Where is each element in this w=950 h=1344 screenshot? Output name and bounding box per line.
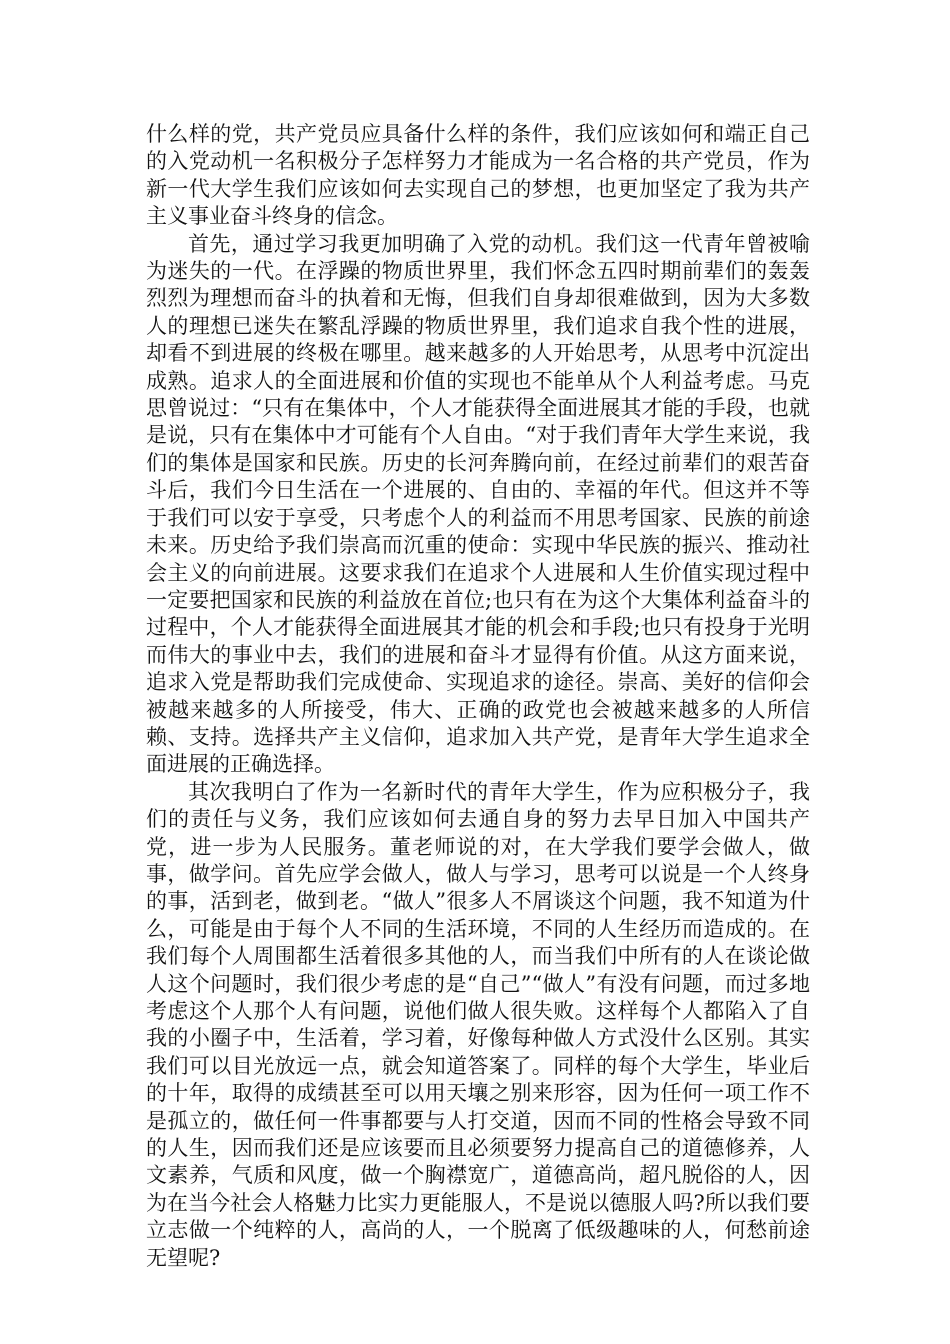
paragraph-1: 什么样的党，共产党员应具备什么样的条件，我们应该如何和端正自己的入党动机一名积极分子怎样努力才能成为一名合格的共产党员，作为新一代大学生我们应该如何去实现自己的梦想，也更加坚定了我为共产主义事业奋斗终身的信念。: [146, 122, 810, 229]
paragraph-3: 其次我明白了作为一名新时代的青年大学生，作为应积极分子，我们的责任与义务，我们应该如何去通自身的努力去早日加入中国共产党，进一步为人民服务。董老师说的对，在大学我们要学会做人，做事，做学问。首先应学会做人，做人与学习，思考可以说是一个人终身的事，活到老，做到老。“做人”很多人不屑谈这个问题，我不知道为什么，可能是由于每个人不同的生活环境，不同的人生经历而造成的。在我们每个人周围都生活着很多其他的人，而当我们中所有的人在谈论做人这个问题时，我们很少考虑的是“自己”“做人”有没有问题，而过多地考虑这个人那个人有问题，说他们做人很失败。这样每个人都陷入了自我的小圈子中，生活着，学习着，好像每种做人方式没什么区别。其实我们可以目光放远一点，就会知道答案了。同样的每个大学生，毕业后的十年，取得的成绩甚至可以用天壤之别来形容，因为任何一项工作不是孤立的，做任何一件事都要与人打交道，因而不同的性格会导致不同的人生，因而我们还是应该要而且必须要努力提高自己的道德修养，人文素养，气质和风度，做一个胸襟宽广，道德高尚，超凡脱俗的人，因为在当今社会人格魅力比实力更能服人，不是说以德服人吗?所以我们要立志做一个纯粹的人，高尚的人，一个脱离了低级趣味的人，何愁前途无望呢?: [146, 779, 810, 1270]
document-body: [146, 121, 810, 1272]
paragraph-2: 首先，通过学习我更加明确了入党的动机。我们这一代青年曾被喻为迷失的一代。在浮躁的物质世界里，我们怀念五四时期前辈们的轰轰烈烈为理想而奋斗的执着和无悔，但我们自身却很难做到，因为大多数人的理想已迷失在繁乱浮躁的物质世界里，我们追求自我个性的进展，却看不到进展的终极在哪里。越来越多的人开始思考，从思考中沉淀出成熟。追求人的全面进展和价值的实现也不能单从个人利益考虑。马克思曾说过：“只有在集体中，个人才能获得全面进展其才能的手段，也就是说，只有在集体中才可能有个人自由。“对于我们青年大学生来说，我们的集体是国家和民族。历史的长河奔腾向前，在经过前辈们的艰苦奋斗后，我们今日生活在一个进展的、自由的、幸福的年代。但这并不等于我们可以安于享受，只考虑个人的利益而不用思考国家、民族的前途未来。历史给予我们崇高而沉重的使命：实现中华民族的振兴、推动社会主义的向前进展。这要求我们在追求个人进展和人生价值实现过程中一定要把国家和民族的利益放在首位;也只有在为这个大集体利益奋斗的过程中，个人才能获得全面进展其才能的机会和手段;也只有投身于光明而伟大的事业中去，我们的进展和奋斗才显得有价值。从这方面来说，追求入党是帮助我们完成使命、实现追求的途径。崇高、美好的信仰会被越来越多的人所接受，伟大、正确的政党也会被越来越多的人所信赖、支持。选择共产主义信仰，追求加入共产党，是青年大学生追求全面进展的正确选择。: [146, 231, 810, 777]
